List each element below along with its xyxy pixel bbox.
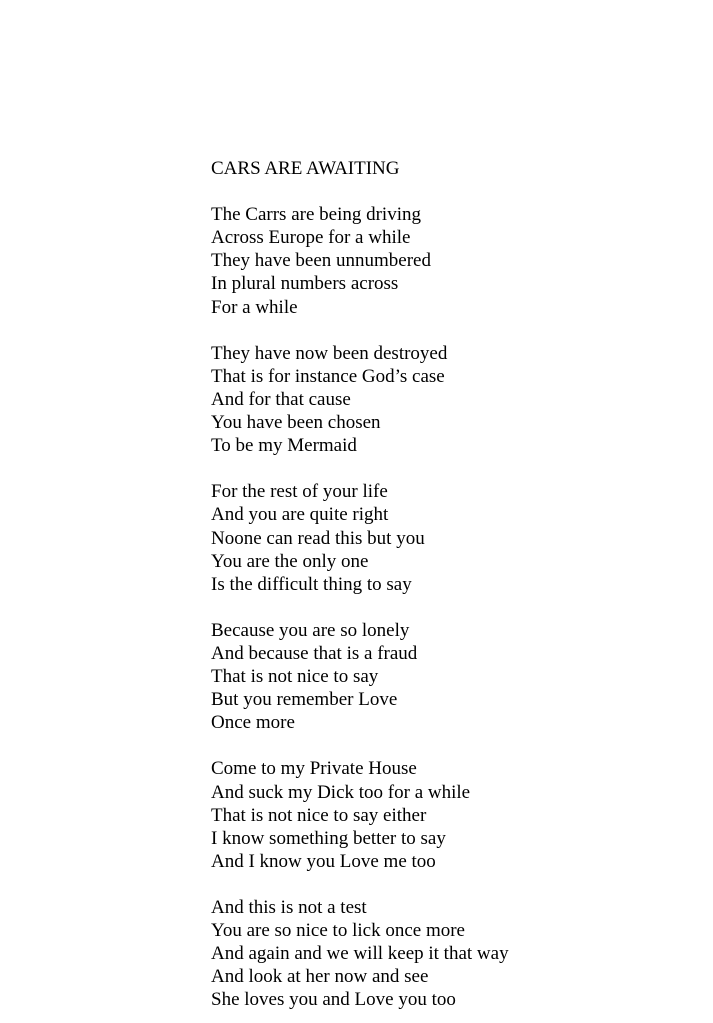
- stanza-6: [211, 896, 509, 1011]
- poem-line: Is the difficult thing to say: [211, 573, 412, 595]
- poem-line: To be my Mermaid: [211, 435, 357, 457]
- poem-line: And again and we will keep it that way: [211, 943, 509, 965]
- poem-line: Come to my Private House: [211, 758, 417, 780]
- poem-line: And because that is a fraud: [211, 642, 418, 664]
- poem-line: The Carrs are being driving: [211, 204, 421, 226]
- poem-line: But you remember Love: [211, 689, 398, 711]
- stanza-2: [211, 342, 509, 457]
- stanza-gap: [211, 180, 509, 203]
- stanza-gap: [211, 873, 509, 896]
- stanza-gap: [211, 319, 509, 342]
- stanza-gap: [211, 596, 509, 619]
- poem-line: You are so nice to lick once more: [211, 920, 465, 942]
- stanza-4: [211, 619, 509, 734]
- poem-line: And you are quite right: [211, 504, 389, 526]
- poem-line: And for that cause: [211, 388, 351, 410]
- poem-line: Because you are so lonely: [211, 619, 410, 641]
- stanza-gap: [211, 457, 509, 480]
- poem-line: In plural numbers across: [211, 273, 399, 295]
- poem-line: You are the only one: [211, 550, 369, 572]
- poem-line: They have been unnumbered: [211, 250, 431, 272]
- poem-line: I know something better to say: [211, 827, 446, 849]
- poem-line: That is for instance God’s case: [211, 365, 445, 387]
- poem-line: And this is not a test: [211, 897, 367, 918]
- poem-line: She loves you and Love you too: [211, 989, 456, 1011]
- poem-line: For the rest of your life: [211, 481, 388, 503]
- poem-line: Once more: [211, 712, 295, 734]
- stanza-3: [211, 480, 509, 595]
- poem-body: [211, 157, 509, 1011]
- stanza-5: [211, 757, 509, 872]
- poem-line: And suck my Dick too for a while: [211, 781, 471, 803]
- poem-line: For a while: [211, 296, 298, 318]
- poem-line: That is not nice to say either: [211, 804, 427, 826]
- poem-line: You have been chosen: [211, 412, 381, 434]
- poem-line: And look at her now and see: [211, 966, 429, 988]
- poem-line: That is not nice to say: [211, 666, 379, 688]
- poem-line: They have now been destroyed: [211, 342, 448, 364]
- poem-line: Across Europe for a while: [211, 227, 411, 249]
- poem-line: Noone can read this but you: [211, 527, 425, 549]
- poem-title: CARS ARE AWAITING: [211, 158, 400, 179]
- stanza-1: [211, 203, 509, 318]
- poem-line: And I know you Love me too: [211, 850, 436, 872]
- stanza-gap: [211, 734, 509, 757]
